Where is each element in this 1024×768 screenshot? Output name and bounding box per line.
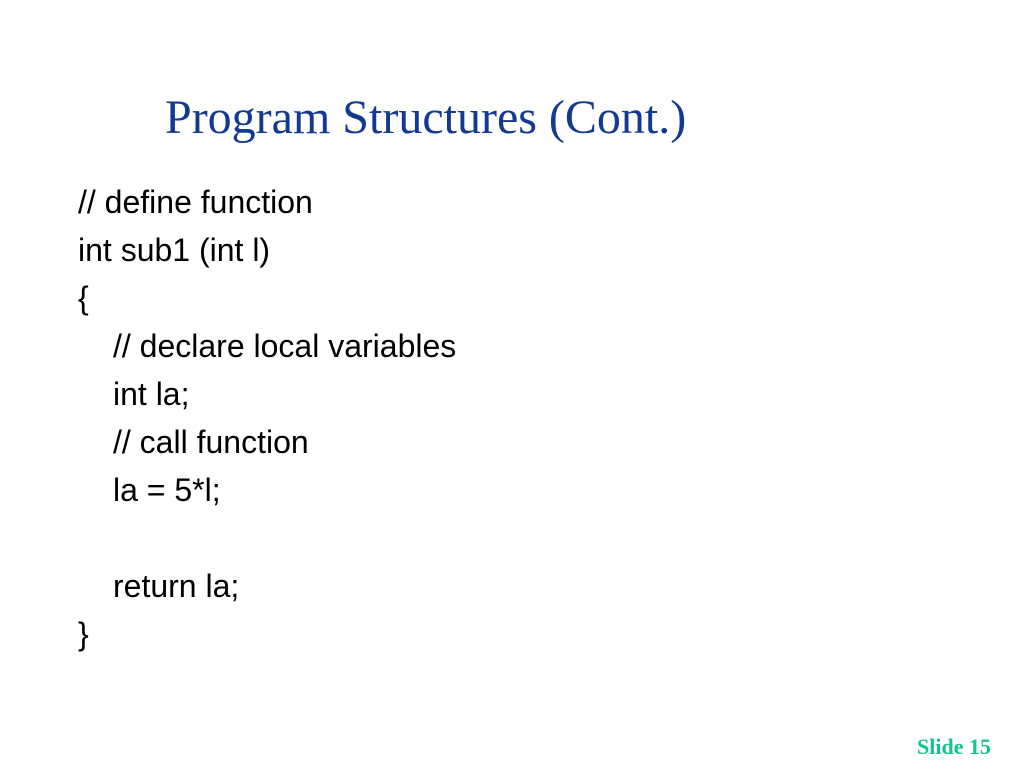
code-line: return la; xyxy=(113,568,240,604)
code-line-blank xyxy=(78,514,456,562)
code-line: // define function xyxy=(78,184,313,220)
code-line: la = 5*l; xyxy=(113,472,221,508)
slide-title: Program Structures (Cont.) xyxy=(165,91,687,144)
code-line: int la; xyxy=(113,376,190,412)
code-line: { xyxy=(78,280,89,316)
slide-number: Slide 15 xyxy=(917,734,991,759)
code-block xyxy=(78,178,456,658)
code-line: int sub1 (int l) xyxy=(78,232,271,268)
code-line: // declare local variables xyxy=(113,328,457,364)
code-line: } xyxy=(78,616,89,652)
code-line: // call function xyxy=(113,424,309,460)
